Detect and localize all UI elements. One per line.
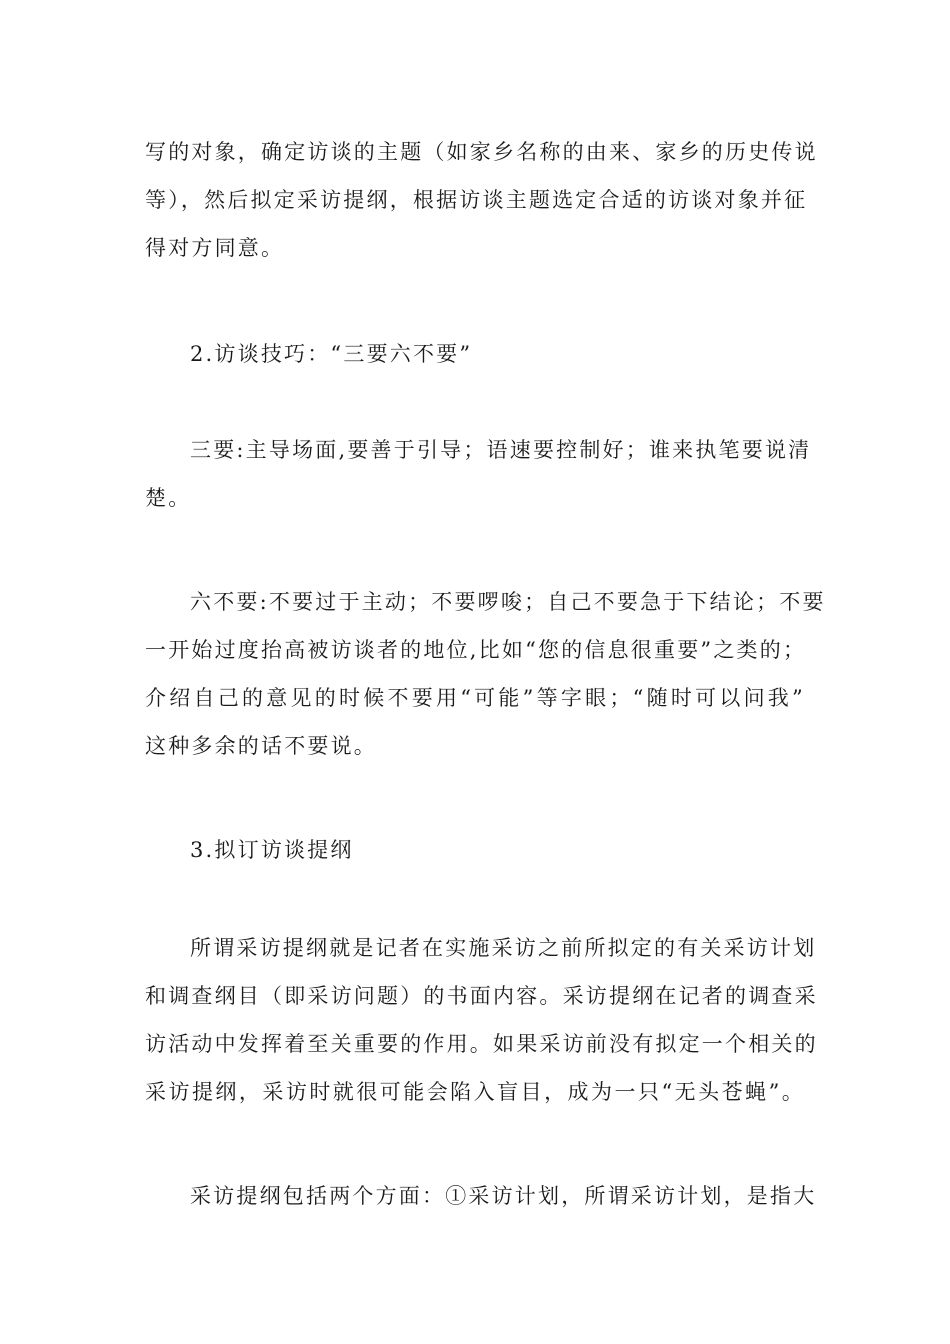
paragraph-line: 写的对象，确定访谈的主题（如家乡名称的由来、家乡的历史传说 bbox=[145, 140, 818, 164]
paragraph-line: 访活动中发挥着至关重要的作用。如果采访前没有拟定一个相关的 bbox=[145, 1032, 818, 1056]
paragraph-line: 所谓采访提纲就是记者在实施采访之前所拟定的有关采访计划 bbox=[190, 936, 817, 960]
paragraph-line: 三要:主导场面,要善于引导；语速要控制好；谁来执笔要说清 bbox=[190, 438, 812, 462]
paragraph-line: 六不要:不要过于主动；不要啰唆；自己不要急于下结论；不要 bbox=[190, 590, 826, 614]
paragraph-line: 介绍自己的意见的时候不要用“可能”等字眼；“随时可以问我” bbox=[145, 686, 805, 710]
paragraph-line: 采访提纲，采访时就很可能会陷入盲目，成为一只“无头苍蝇”。 bbox=[145, 1080, 805, 1104]
paragraph-line: 等），然后拟定采访提纲，根据访谈主题选定合适的访谈对象并征 bbox=[145, 188, 808, 212]
paragraph-line: 采访提纲包括两个方面：①采访计划，所谓采访计划，是指大 bbox=[190, 1184, 817, 1208]
paragraph-line: 这种多余的话不要说。 bbox=[145, 734, 377, 758]
paragraph-line: 和调查纲目（即采访问题）的书面内容。采访提纲在记者的调查采 bbox=[145, 984, 818, 1008]
paragraph-line: 一开始过度抬高被访谈者的地位,比如“您的信息很重要”之类的； bbox=[145, 638, 807, 662]
paragraph-line: 得对方同意。 bbox=[145, 236, 285, 260]
section-heading: 3.拟订访谈提纲 bbox=[190, 838, 354, 862]
paragraph-line: 楚。 bbox=[145, 486, 192, 510]
section-heading: 2.访谈技巧：“三要六不要” bbox=[190, 342, 473, 366]
